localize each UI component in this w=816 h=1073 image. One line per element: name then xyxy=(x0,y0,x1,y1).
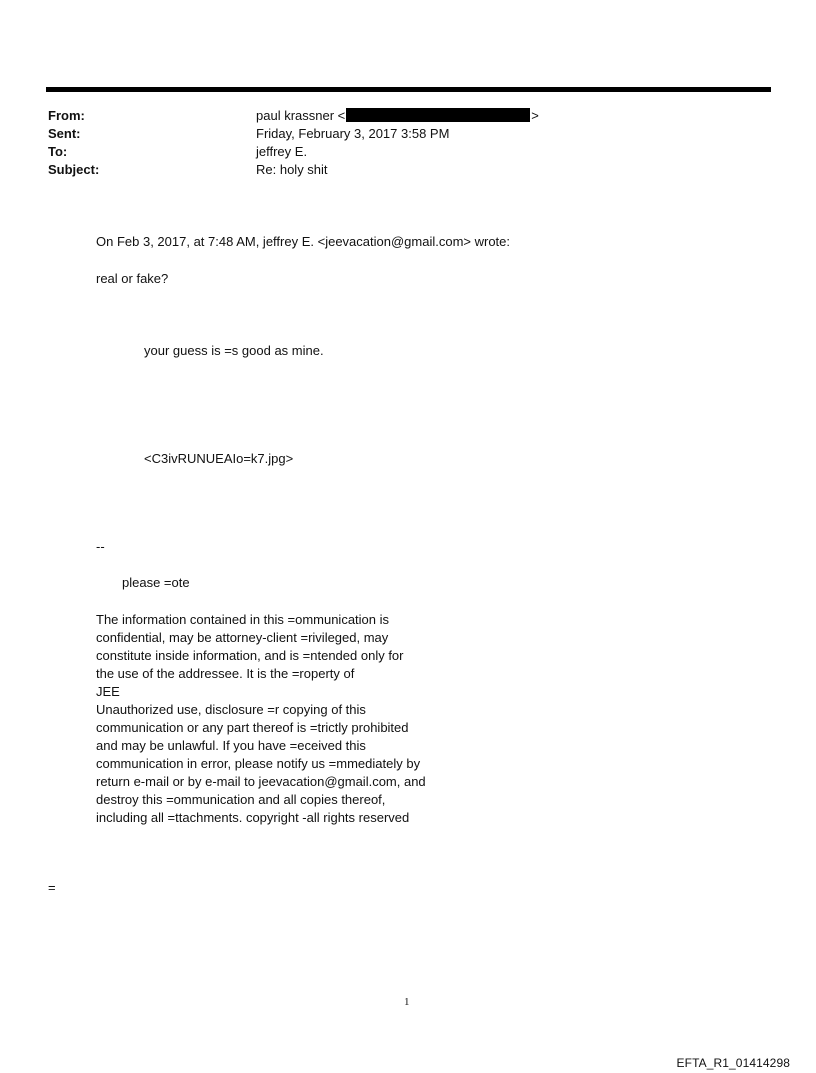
disclaimer-line: confidential, may be attorney-client =rivileged, may xyxy=(96,630,389,645)
trailing-equals: = xyxy=(48,880,56,895)
disclaimer-line: destroy this =ommunication and all copies thereof, xyxy=(96,792,386,807)
disclaimer-line: Unauthorized use, disclosure =r copying of this xyxy=(96,702,366,717)
please-note: please =ote xyxy=(122,575,190,590)
disclaimer-line: JEE xyxy=(96,684,120,699)
reply-text: your guess is =s good as mine. xyxy=(144,343,324,358)
sender-name: paul krassner < xyxy=(256,108,346,123)
sent-label: Sent: xyxy=(48,126,81,141)
to-label: To: xyxy=(48,144,68,159)
disclaimer-line: constitute inside information, and is =ntended only for xyxy=(96,648,404,663)
disclaimer-line: communication or any part thereof is =trictly prohibited xyxy=(96,720,409,735)
disclaimer xyxy=(96,611,426,827)
quote-intro: On Feb 3, 2017, at 7:48 AM, jeffrey E. <jeevacation@gmail.com> wrote: xyxy=(96,234,511,249)
question-text: real or fake? xyxy=(96,271,169,286)
bates-number: EFTA_R1_01414298 xyxy=(676,1056,790,1070)
sender-close: > xyxy=(531,108,539,123)
redaction-box xyxy=(346,108,530,122)
sent-value: Friday, February 3, 2017 3:58 PM xyxy=(256,126,450,141)
signature-separator: -- xyxy=(96,539,105,554)
disclaimer-line: the use of the addressee. It is the =roperty of xyxy=(96,666,355,681)
page-number: 1 xyxy=(404,996,410,1008)
disclaimer-line: and may be unlawful. If you have =eceived this xyxy=(96,738,366,753)
disclaimer-line: return e-mail or by e-mail to jeevacation@gmail.com, and xyxy=(96,774,426,789)
attachment-name: <C3ivRUNUEAIo=k7.jpg> xyxy=(144,451,294,466)
subject-value: Re: holy shit xyxy=(256,162,328,177)
disclaimer-line: communication in error, please notify us =mmediately by xyxy=(96,756,421,771)
to-value: jeffrey E. xyxy=(256,144,308,159)
subject-label: Subject: xyxy=(48,162,100,177)
from-value xyxy=(256,107,539,124)
disclaimer-line: including all =ttachments. copyright -all rights reserved xyxy=(96,810,410,825)
disclaimer-line: The information contained in this =ommunication is xyxy=(96,612,390,627)
header-rule xyxy=(46,87,771,92)
from-label: From: xyxy=(48,108,85,123)
